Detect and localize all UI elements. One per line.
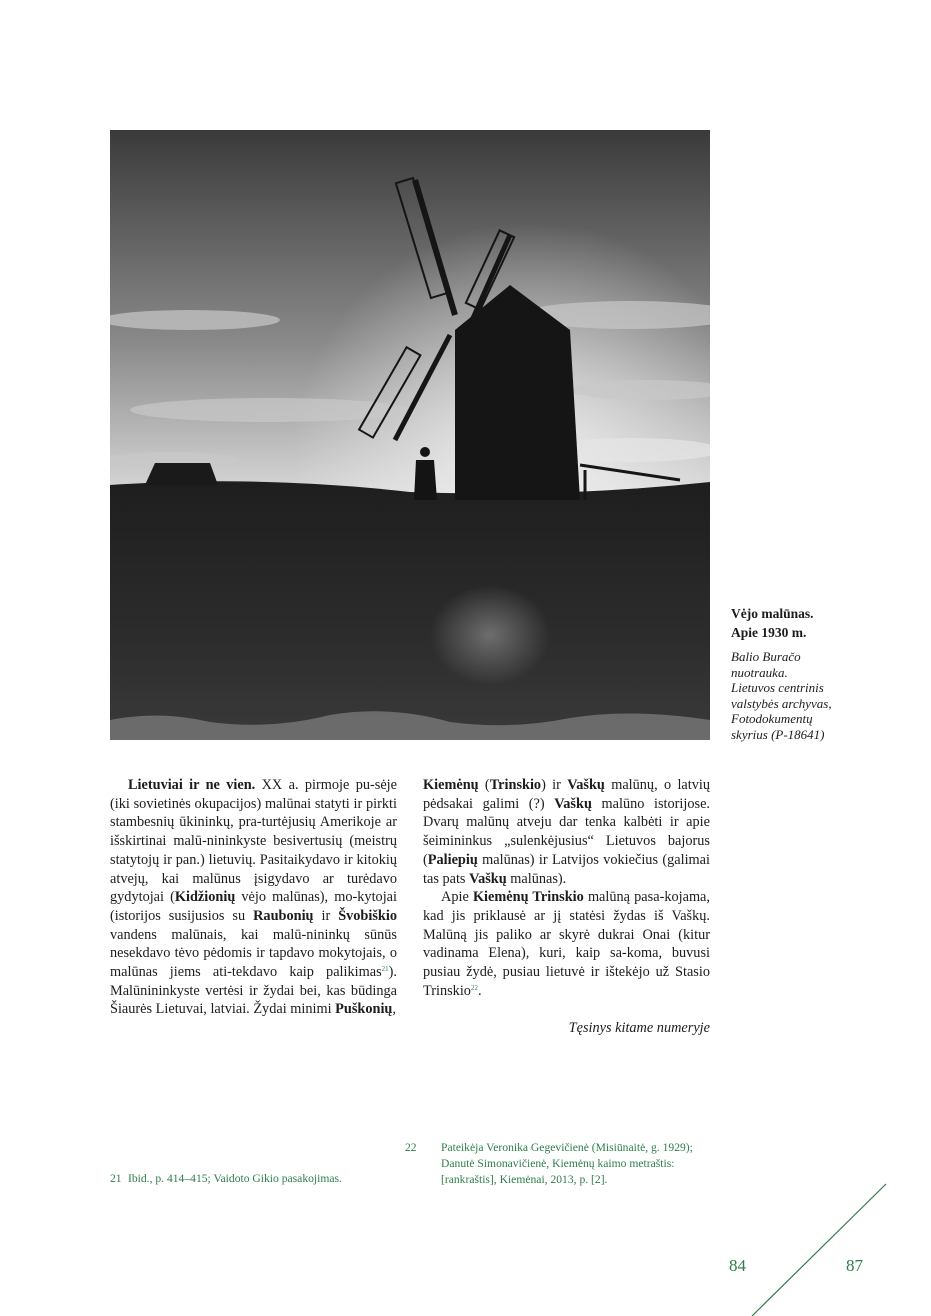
photo-caption: [731, 604, 911, 742]
text-run: malūną pasa-kojama, kad jis priklausė ar jį statėsi žydas iš Vaškų. Malūną jis paliko ar skyrė dukrai Onai (kitur vadinama Elena), kuri, kaip sa-koma, buvusi pusiau žydė, pusiau lietuvė ir ištekėjo už Stasio Trinskio: [423, 889, 710, 999]
text-run: malūnas) ir Latvijos vokiečius (galimai tas pats: [423, 851, 710, 887]
text-run: vandens malūnais, kai malū-nininkų sūnūs nesekdavo tėvo pėdomis ir tapdavo mokytojais, o malūnas jiems ati-tekdavo kaip palikimas: [110, 926, 397, 981]
text-run: XX a. pirmoje pu-sėje (iki sovietinės okupacijos) malūnai statyti ir pirkti stambesnių ūkininkų, pra-turtėjusių Amerikoje ar išskirtinai malū-nininkyste besivertusių (meistrų statytojų ir pan.) lietuvių. Pasitaikydavo ir kitokių atvejų, kai malūnus įsigydavo ar turėdavo gydytojai (: [110, 777, 397, 906]
caption-credit-line: Balio Buračo: [731, 649, 801, 664]
text-run: ). Malūnininkyste vertėsi ir žydai bei, kas būdinga Šiaurės Lietuvai, latviai. Žydai minimi: [110, 964, 397, 1018]
footnote-ref-22[interactable]: 22: [470, 983, 478, 992]
caption-credit-line: skyrius (P-18641): [731, 726, 825, 742]
house-silhouette: [145, 463, 218, 485]
place-name: Vaškų: [469, 870, 507, 887]
text-run: .: [477, 982, 482, 999]
body-column-right: [423, 776, 710, 1038]
place-name: Raubonių: [253, 907, 314, 924]
place-name: Trinskio: [489, 777, 542, 793]
place-name: Vaškų: [567, 777, 605, 793]
place-name: Kidžionių: [174, 889, 236, 906]
caption-credit-line: nuotrauka.: [731, 664, 788, 680]
footnote-number: 22: [405, 1141, 417, 1154]
place-name: Kiemėnų Trinskio: [472, 889, 584, 906]
body-column-left: [110, 776, 397, 1019]
text-run: Apie: [441, 889, 473, 906]
footnote-22: [405, 1140, 713, 1188]
text-run: vėjo malūnas), mo-kytojai (istorijos susijusios su: [110, 889, 397, 924]
page-number-right: 87: [846, 1256, 863, 1275]
place-name: Puškonių: [335, 1001, 393, 1018]
text-run: (: [478, 777, 490, 793]
caption-credit-line: Lietuvos centrinis: [731, 680, 824, 695]
footnote-text: Ibid., p. 414–415; Vaidoto Gikio pasakojimas.: [128, 1172, 342, 1185]
text-run: malūnas).: [506, 870, 567, 887]
place-name: Kiemėnų: [423, 777, 479, 793]
place-name: Paliepių: [427, 851, 478, 868]
continued-note: Tęsinys kitame numeryje: [568, 1020, 710, 1037]
caption-title-line2: Apie 1930 m.: [731, 625, 807, 640]
paragraph: [423, 888, 710, 1000]
footnote-21: [110, 1171, 410, 1187]
text-run: ,: [392, 1001, 396, 1018]
caption-credit: [731, 649, 911, 742]
place-name: Vaškų: [554, 795, 592, 812]
text-run: ir: [313, 907, 339, 924]
page-number-left: 84: [729, 1256, 746, 1275]
diagonal-rule: [740, 1180, 900, 1316]
text-run: malūnų, o latvių pėdsakai galimi (?): [423, 777, 710, 812]
paragraph: [110, 776, 397, 1019]
windmill-photo: [110, 130, 710, 740]
lead-heading: Lietuviai ir ne vien.: [128, 777, 256, 793]
text-run: ) ir: [541, 777, 568, 793]
caption-title: [731, 604, 911, 642]
place-name: Švobiškio: [338, 907, 397, 924]
caption-title-line1: Vėjo malūnas.: [731, 606, 814, 621]
footnote-body: [405, 1140, 713, 1188]
footnote-text: Pateikėja Veronika Gegevičienė (Misiūnaitė, g. 1929); Danutė Simonavičienė, Kiemėnų kaimo metraštis: [rankraštis], Kiemėnai, 2013, p. [2].: [441, 1141, 693, 1186]
windmill-silhouette-photo: [110, 130, 710, 740]
field: [110, 481, 710, 740]
caption-credit-line: valstybės archyvas,: [731, 695, 832, 711]
paragraph: [423, 776, 710, 888]
footnote-ref-21[interactable]: 21: [381, 965, 389, 974]
text-run: malūno istorijose. Dvarų malūnų atveju dar tenka kalbėti ir apie šeimininkus „sulenkėjusius“ Lietuvos bajorus (: [423, 795, 711, 868]
caption-credit-line: Fotodokumentų: [731, 711, 813, 726]
footnote-number: 21: [110, 1172, 122, 1185]
